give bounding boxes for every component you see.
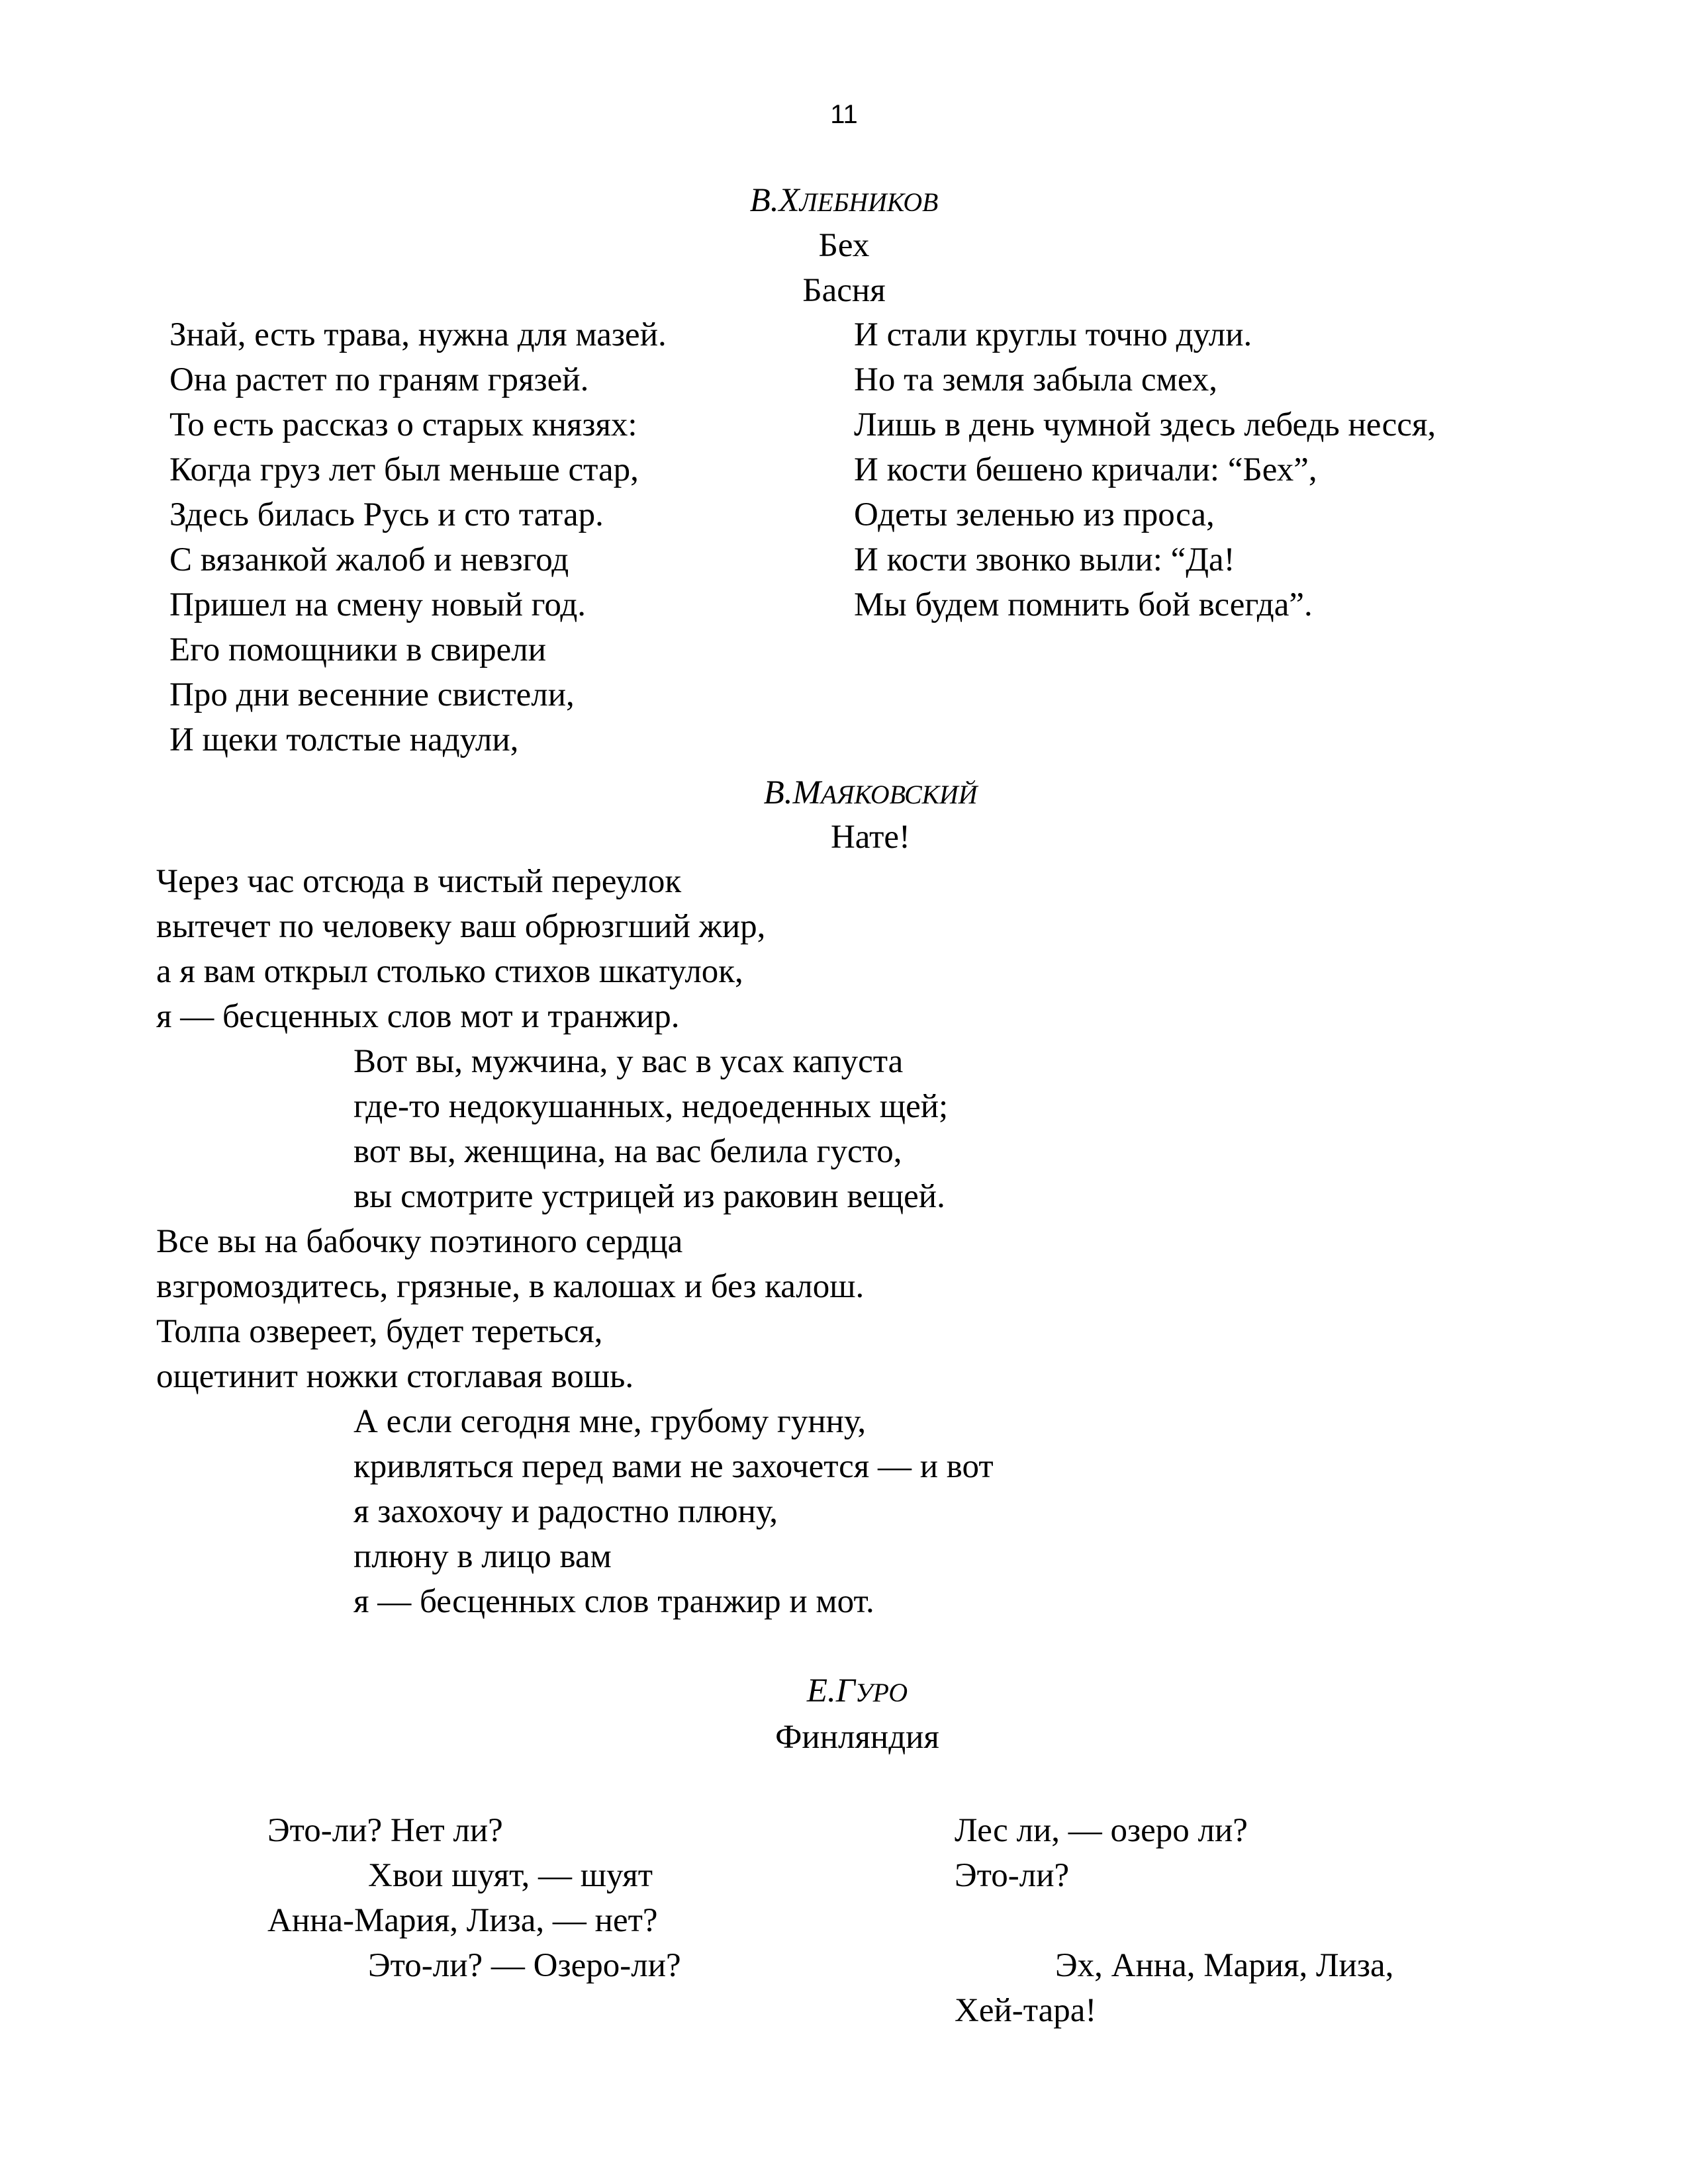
verse-line: Это-ли? Нет ли? bbox=[267, 1812, 503, 1849]
verse-line: Мы будем помнить бой всегда”. bbox=[854, 586, 1313, 623]
verse-line: Лишь в день чумной здесь лебедь несся, bbox=[854, 406, 1436, 443]
author-initial: В.М bbox=[763, 774, 821, 811]
nate-stanza-2 bbox=[353, 1039, 948, 1219]
finland-left-line-2 bbox=[368, 1853, 653, 1898]
author-rest: ЛЕБНИКОВ bbox=[799, 188, 939, 217]
poem-title-beh: Бех bbox=[818, 227, 870, 264]
verse-line: я — бесценных слов мот и транжир. bbox=[156, 998, 680, 1035]
finland-left-line-4 bbox=[368, 1943, 681, 1988]
verse-line: Это-ли? — Озеро-ли? bbox=[368, 1947, 681, 1984]
verse-line: я захохочу и радостно плюну, bbox=[353, 1493, 778, 1530]
finland-left-line-3 bbox=[267, 1898, 658, 1943]
verse-line: Знай, есть трава, нужна для мазей. bbox=[169, 316, 667, 353]
verse-line: Она растет по граням грязей. bbox=[169, 361, 589, 398]
nate-stanza-3 bbox=[156, 1219, 864, 1399]
verse-line: И кости звонко выли: “Да! bbox=[854, 541, 1235, 578]
verse-line: вы смотрите устрицей из раковин вещей. bbox=[353, 1178, 945, 1215]
finland-right-line-3 bbox=[1055, 1943, 1393, 1988]
verse-line: кривляться перед вами не захочется — и вот bbox=[353, 1448, 994, 1485]
finland-right-line-4 bbox=[955, 1988, 1096, 2033]
verse-line: Пришел на смену новый год. bbox=[169, 586, 586, 623]
verse-line: А если сегодня мне, грубому гунну, bbox=[353, 1403, 867, 1440]
poem-subtitle-basnya: Басня bbox=[802, 272, 886, 309]
verse-line: взгромоздитесь, грязные, в калошах и без калош. bbox=[156, 1268, 865, 1305]
poem-title-nate: Нате! bbox=[830, 819, 911, 856]
finland-right-line-2 bbox=[955, 1853, 1069, 1898]
nate-stanza-1 bbox=[156, 859, 765, 1039]
verse-line: Эх, Анна, Мария, Лиза, bbox=[1055, 1947, 1394, 1984]
verse-line: где-то недокушанных, недоеденных щей; bbox=[353, 1088, 949, 1125]
verse-line: И кости бешено кричали: “Бех”, bbox=[854, 451, 1317, 488]
nate-stanza-4 bbox=[353, 1399, 994, 1624]
finland-left-line-1 bbox=[267, 1808, 503, 1853]
verse-line: Но та земля забыла смех, bbox=[854, 361, 1218, 398]
verse-line: Вот вы, мужчина, у вас в усах капуста bbox=[353, 1043, 904, 1080]
page-number: 11 bbox=[830, 100, 858, 129]
author-initial: Е.Г bbox=[806, 1672, 855, 1709]
author-rest: УРО bbox=[855, 1678, 908, 1707]
verse-line: плюну в лицо вам bbox=[353, 1538, 612, 1575]
author-guro bbox=[13, 1668, 1688, 1716]
author-initial: В.Х bbox=[749, 182, 800, 219]
verse-line: Лес ли, — озеро ли? bbox=[955, 1812, 1248, 1849]
verse-line: ощетинит ножки стоглавая вошь. bbox=[156, 1358, 634, 1395]
verse-line: я — бесценных слов транжир и мот. bbox=[353, 1583, 874, 1620]
finland-right-line-1 bbox=[955, 1808, 1248, 1853]
beh-column-left bbox=[169, 312, 667, 762]
verse-line: Когда груз лет был меньше стар, bbox=[169, 451, 639, 488]
verse-line: И стали круглы точно дули. bbox=[854, 316, 1252, 353]
verse-line: а я вам открыл столько стихов шкатулок, bbox=[156, 953, 743, 990]
author-rest: АЯКОВСКИЙ bbox=[820, 780, 978, 809]
verse-line: Здесь билась Русь и сто татар. bbox=[169, 496, 604, 533]
verse-line: С вязанкой жалоб и невзгод bbox=[169, 541, 569, 578]
verse-line: Через час отсюда в чистый переулок bbox=[156, 863, 682, 900]
poem-title-finlyandiya: Финляндия bbox=[775, 1719, 939, 1756]
verse-line: Хей-тара! bbox=[955, 1992, 1097, 2029]
verse-line: Анна-Мария, Лиза, — нет? bbox=[267, 1902, 658, 1939]
verse-line: Это-ли? bbox=[955, 1857, 1070, 1894]
verse-line: Одеты зеленью из проса, bbox=[854, 496, 1215, 533]
verse-line: Толпа озвереет, будет тереться, bbox=[156, 1313, 603, 1350]
author-mayakovsky bbox=[26, 770, 1688, 818]
verse-line: Все вы на бабочку поэтиного сердца bbox=[156, 1223, 683, 1260]
verse-line: вытечет по человеку ваш обрюзгший жир, bbox=[156, 908, 766, 945]
author-khlebnikov bbox=[0, 177, 1688, 226]
verse-line: Про дни весенние свистели, bbox=[169, 676, 575, 713]
verse-line: вот вы, женщина, на вас белила густо, bbox=[353, 1133, 902, 1170]
verse-line: И щеки толстые надули, bbox=[169, 721, 519, 758]
verse-line: Хвои шуят, — шуят bbox=[368, 1857, 653, 1894]
verse-line: То есть рассказ о старых князях: bbox=[169, 406, 637, 443]
beh-column-right bbox=[854, 312, 1436, 627]
verse-line: Его помощники в свирели bbox=[169, 631, 547, 668]
